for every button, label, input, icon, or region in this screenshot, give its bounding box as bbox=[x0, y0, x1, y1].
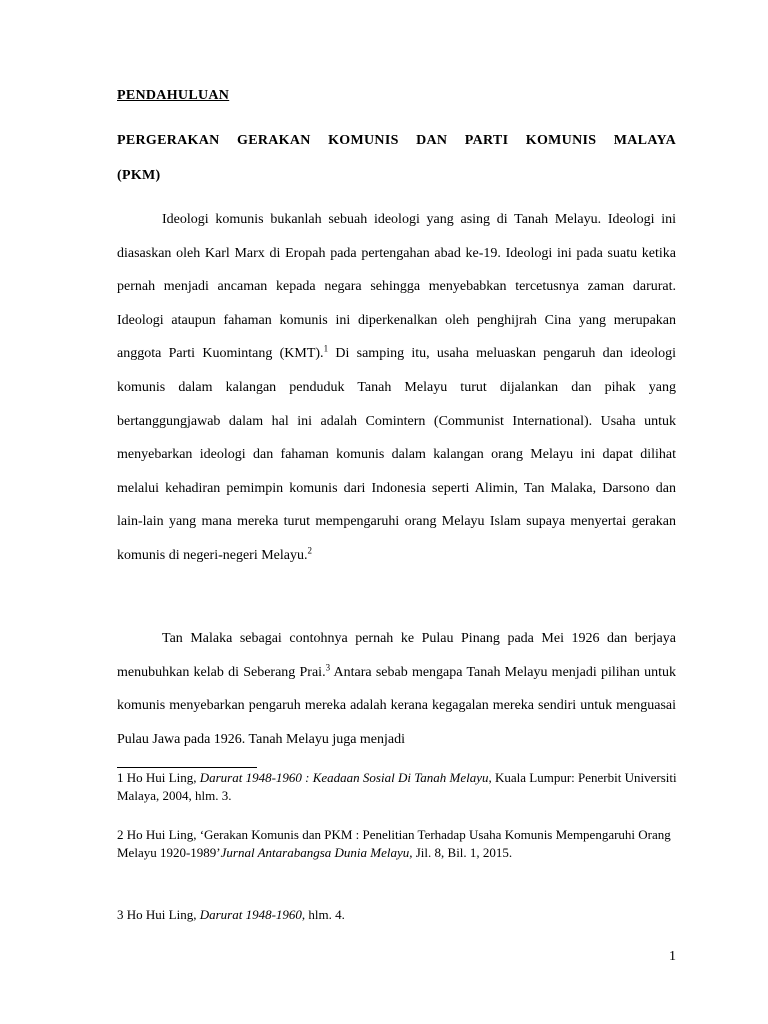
footnote-2 bbox=[117, 826, 687, 862]
body-paragraph-1 bbox=[117, 203, 676, 573]
paragraph-2-text-b: Antara sebab mengapa Tanah Melayu menjadi pilihan untuk komunis menyebarkan pengaruh mereka adalah kerana kegagalan mereka sendiri untuk menguasai Pulau Jawa pada 1926. Tanah Melayu juga menjadi bbox=[117, 664, 676, 747]
paragraph-1-text-b: Di samping itu, usaha meluaskan pengaruh dan ideologi komunis dalam kalangan penduduk Tanah Melayu turut dijalankan dan pihak yang bertanggungjawab dalam hal ini adalah Comintern (Communist International). Usaha untuk menyebarkan ideologi dan fahaman komunis dalam kalangan orang Melayu ini dapat dilihat melalui kehadiran pemimpin komunis dari Indonesia seperti Alimin, Tan Malaka, Darsono dan lain-lain yang mana mereka turut mempengaruhi orang Melayu Islam supaya menyertai gerakan komunis di negeri-negeri Melayu. bbox=[117, 346, 677, 563]
footnote-ref-2[interactable]: 2 bbox=[307, 545, 313, 556]
body-paragraph-2 bbox=[117, 622, 676, 756]
footnote-1-title: Darurat 1948-1960 : Keadaan Sosial Di Tanah Melayu bbox=[199, 770, 489, 785]
footnote-1 bbox=[117, 769, 687, 805]
page-number: 1 bbox=[669, 949, 676, 964]
paragraph-1-text-a: Ideologi komunis bukanlah sebuah ideologi yang asing di Tanah Melayu. Ideologi ini diasaskan oleh Karl Marx di Eropah pada pertengahan abad ke-19. Ideologi ini pada suatu ketika pernah menjadi ancaman kepada negara sehingga menyebabkan tercetusnya zaman darurat. Ideologi ataupun fahaman komunis ini diperkenalkan oleh penghijrah Cina yang merupakan anggota Parti Kuomintang (KMT). bbox=[117, 212, 676, 362]
footnote-separator bbox=[117, 767, 257, 768]
footnote-3-suffix: , hlm. 4. bbox=[301, 907, 345, 922]
paragraph-2-text-a: Tan Malaka sebagai contohnya pernah ke Pulau Pinang pada Mei 1926 dan berjaya menubuhkan kelab di Seberang Prai. bbox=[117, 631, 676, 680]
footnote-1-suffix: , Kuala Lumpur: Penerbit Universiti Malaya, 2004, hlm. 3. bbox=[117, 770, 677, 803]
footnote-3-prefix: 3 Ho Hui Ling, bbox=[117, 907, 200, 922]
chapter-title-line-1: PERGERAKAN GERAKAN KOMUNIS DAN PARTI KOMUNIS MALAYA bbox=[117, 133, 676, 148]
footnote-3-title: Darurat 1948-1960 bbox=[199, 907, 302, 922]
footnote-2-suffix: Jil. 8, Bil. 1, 2015. bbox=[412, 845, 513, 860]
chapter-title-line-2: (PKM) bbox=[117, 168, 161, 183]
footnote-2-prefix: 2 Ho Hui Ling, ‘Gerakan Komunis dan PKM : Penelitian Terhadap Usaha Komunis Mempengaruhi Orang Melayu 1920-1989’ bbox=[117, 827, 671, 860]
footnote-3 bbox=[117, 906, 687, 924]
section-heading-intro: PENDAHULUAN bbox=[117, 88, 230, 103]
footnote-2-title: Jurnal Antarabangsa Dunia Melayu, bbox=[220, 845, 413, 860]
footnote-ref-3[interactable]: 3 bbox=[325, 661, 331, 672]
footnote-1-prefix: 1 Ho Hui Ling, bbox=[117, 770, 200, 785]
footnote-ref-1[interactable]: 1 bbox=[323, 343, 329, 354]
